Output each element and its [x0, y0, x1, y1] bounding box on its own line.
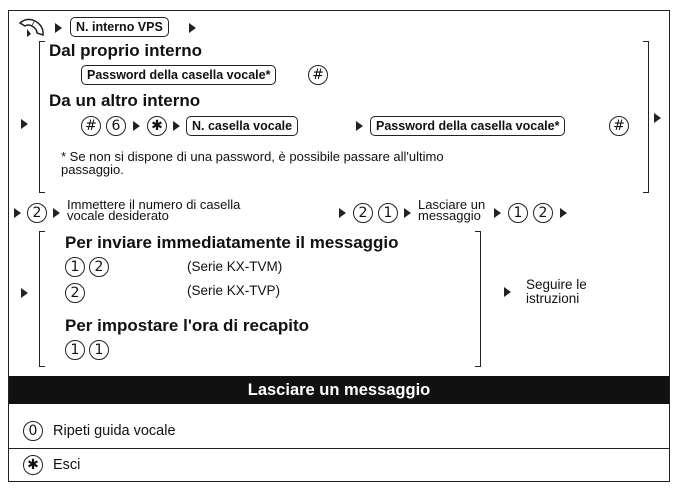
password-key: Password della casella vocale*	[370, 116, 565, 136]
one-symbol: 1	[378, 203, 398, 223]
footnote-line1: * Se non si dispone di una password, è possibile passare all'ultimo	[61, 149, 444, 164]
hash-symbol: #	[81, 116, 101, 136]
enter-mailbox-text-line2: vocale desiderato	[67, 208, 169, 223]
footnote-line2: passaggio.	[61, 162, 124, 177]
two-symbol: 2	[533, 203, 553, 223]
arrow-icon	[189, 23, 196, 33]
two-symbol: 2	[65, 283, 85, 303]
arrow-icon	[55, 23, 62, 33]
bracket-right	[475, 231, 481, 367]
two-symbol: 2	[353, 203, 373, 223]
arrow-icon	[53, 208, 60, 218]
follow-instructions-line2: istruzioni	[526, 291, 580, 306]
tvm-series-label: (Serie KX-TVM)	[187, 259, 283, 274]
arrow-icon	[21, 288, 28, 298]
section-title: Lasciare un messaggio	[247, 380, 431, 399]
arrow-icon	[133, 121, 140, 131]
one-symbol: 1	[65, 257, 85, 277]
other-extension-heading: Da un altro interno	[49, 91, 201, 110]
arrow-icon	[339, 208, 346, 218]
leave-message-text-line2: messaggio	[418, 208, 481, 223]
arrow-icon	[494, 208, 501, 218]
arrow-icon	[504, 287, 511, 297]
tvp-series-label: (Serie KX-TVP)	[187, 283, 281, 298]
arrow-icon	[21, 119, 28, 129]
two-symbol: 2	[27, 203, 47, 223]
vps-extension-key: N. interno VPS	[70, 17, 169, 37]
repeat-guide-label: Ripeti guida vocale	[53, 423, 176, 439]
own-extension-heading: Dal proprio interno	[49, 41, 202, 60]
six-symbol: 6	[106, 116, 126, 136]
bracket-left	[39, 231, 45, 367]
one-symbol: 1	[89, 340, 109, 360]
instruction-panel	[8, 10, 670, 482]
bracket-right	[643, 41, 649, 193]
arrow-icon	[14, 208, 21, 218]
arrow-icon	[404, 208, 411, 218]
hash-symbol: #	[308, 65, 328, 85]
two-symbol: 2	[89, 257, 109, 277]
leave-message-text-line1: Lasciare un	[418, 197, 486, 212]
bracket-left	[39, 41, 45, 193]
arrow-icon	[654, 113, 661, 123]
star-symbol: ✱	[147, 116, 167, 136]
follow-instructions-line1: Seguire le	[526, 277, 587, 292]
one-symbol: 1	[508, 203, 528, 223]
enter-mailbox-text-line1: Immettere il numero di casella	[67, 197, 241, 212]
send-now-heading: Per inviare immediatamente il messaggio	[65, 233, 399, 252]
star-symbol: ✱	[23, 455, 43, 475]
one-symbol: 1	[65, 340, 85, 360]
divider	[9, 448, 669, 449]
section-title-bar	[9, 376, 669, 404]
arrow-icon	[356, 121, 363, 131]
password-key: Password della casella vocale*	[81, 65, 276, 85]
mailbox-number-key: N. casella vocale	[186, 116, 298, 136]
hash-symbol: #	[609, 116, 629, 136]
arrow-icon	[173, 121, 180, 131]
exit-label: Esci	[53, 457, 81, 473]
phone-offhook-icon	[17, 17, 51, 39]
zero-symbol: 0	[23, 421, 43, 441]
set-time-heading: Per impostare l'ora di recapito	[65, 316, 310, 335]
arrow-icon	[560, 208, 567, 218]
